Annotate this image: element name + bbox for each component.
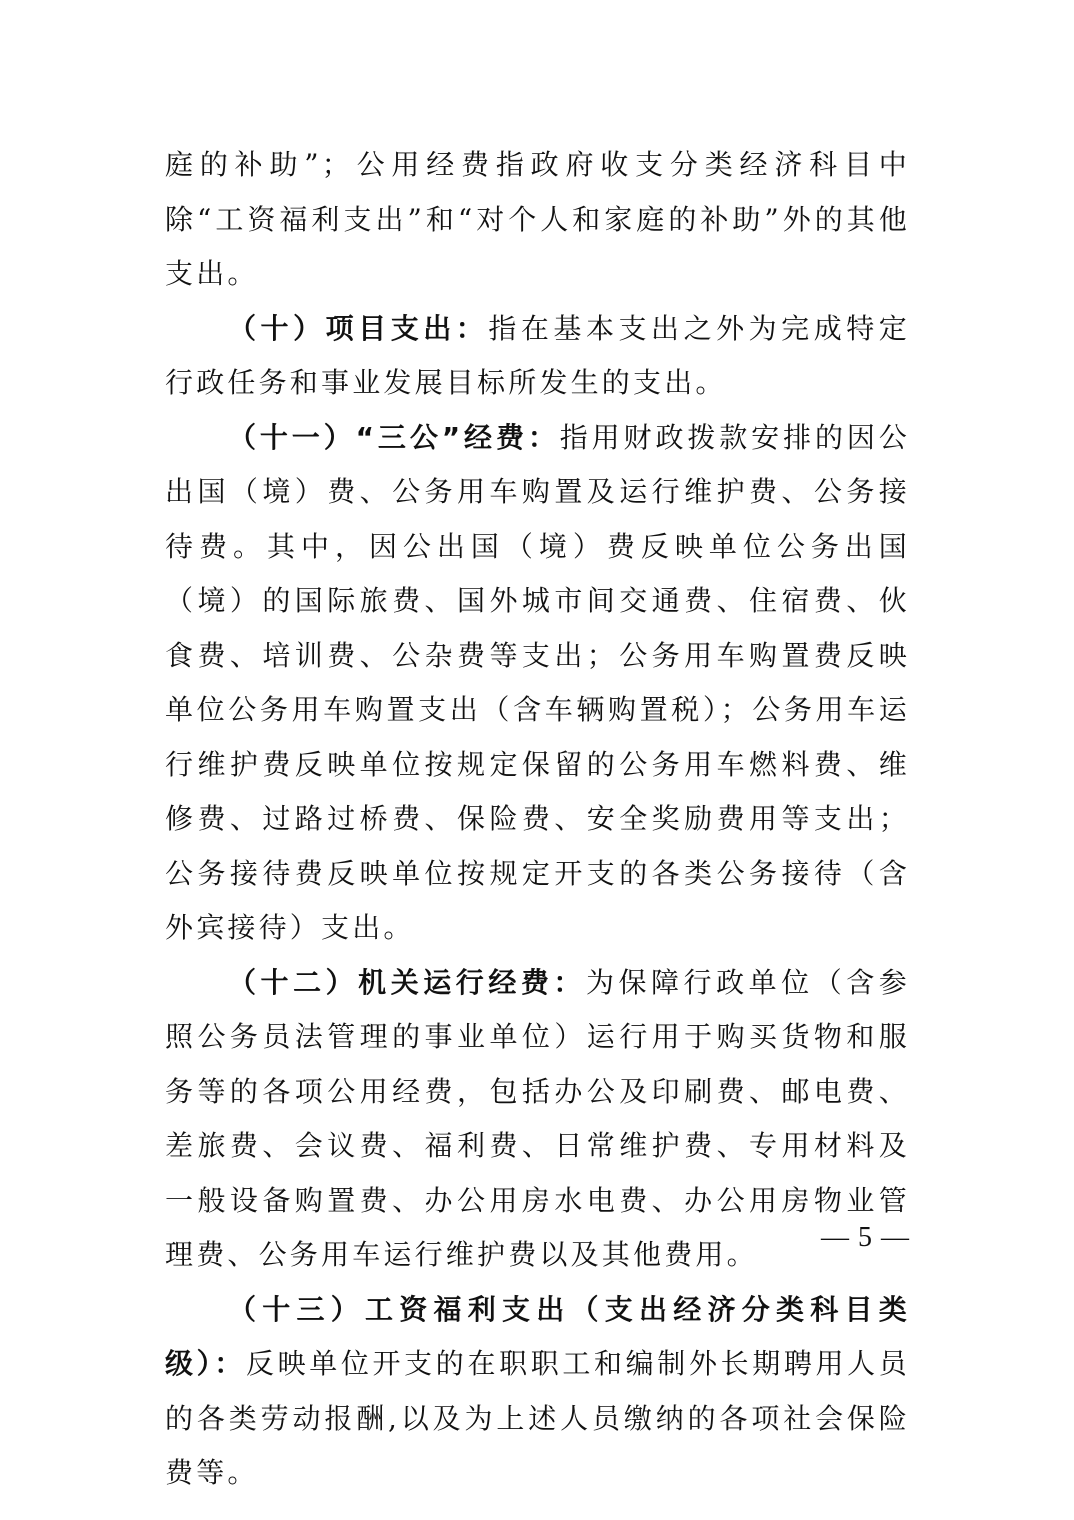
paragraph-text: 指用财政拨款安排的因公出国（境）费、公务用车购置及运行维护费、公务接待费。其中，因公出国（境）费反映单位公务出国（境）的国际旅费、国外城市间交通费、住宿费、伙食费、培训费、公杂费等支出；公务用车购置费反映单位公务用车购置支出（含车辆购置税）；公务用车运行维护费反映单位按规定保留的公务用车燃料费、维修费、过路过桥费、保险费、安全奖励费用等支出；公务接待费反映单位按规定开支的各类公务接待（含外宾接待）支出。	[165, 420, 910, 944]
paragraph-project-expenditure	[165, 302, 910, 411]
paragraph-text: 指在基本支出之外为完成特定行政任务和事业发展目标所发生的支出。	[165, 311, 910, 399]
paragraph-agency-operating-expenses	[165, 956, 910, 1283]
paragraph-wage-welfare-expenditure	[165, 1283, 910, 1501]
paragraph-continuation	[165, 138, 910, 302]
paragraph-heading: （十二）机关运行经费：	[228, 965, 586, 999]
paragraph-text: 为保障行政单位（含参照公务员法管理的事业单位）运行用于购买货物和服务等的各项公用经费，包括办公及印刷费、邮电费、差旅费、会议费、福利费、日常维护费、专用材料及一般设备购置费、办公用房水电费、办公用房物业管理费、公务用车运行维护费以及其他费用。	[165, 965, 910, 1271]
paragraph-heading: （十一）“三公”经费：	[228, 420, 560, 454]
paragraph-three-public-expenses	[165, 411, 910, 956]
paragraph-text: 反映单位开支的在职职工和编制外长期聘用人员的各类劳动报酬,以及为上述人员缴纳的各项社会保险费等。	[165, 1347, 910, 1489]
paragraph-heading: （十三）工资福利支出（支出经济分类科目类级）：	[165, 1292, 910, 1380]
document-body	[165, 138, 910, 1501]
page-number: — 5 —	[821, 1222, 910, 1253]
paragraph-text: 庭的补助”；公用经费指政府收支分类经济科目中除“工资福利支出”和“对个人和家庭的补助”外的其他支出。	[165, 148, 910, 290]
paragraph-heading: （十）项目支出：	[228, 311, 489, 345]
